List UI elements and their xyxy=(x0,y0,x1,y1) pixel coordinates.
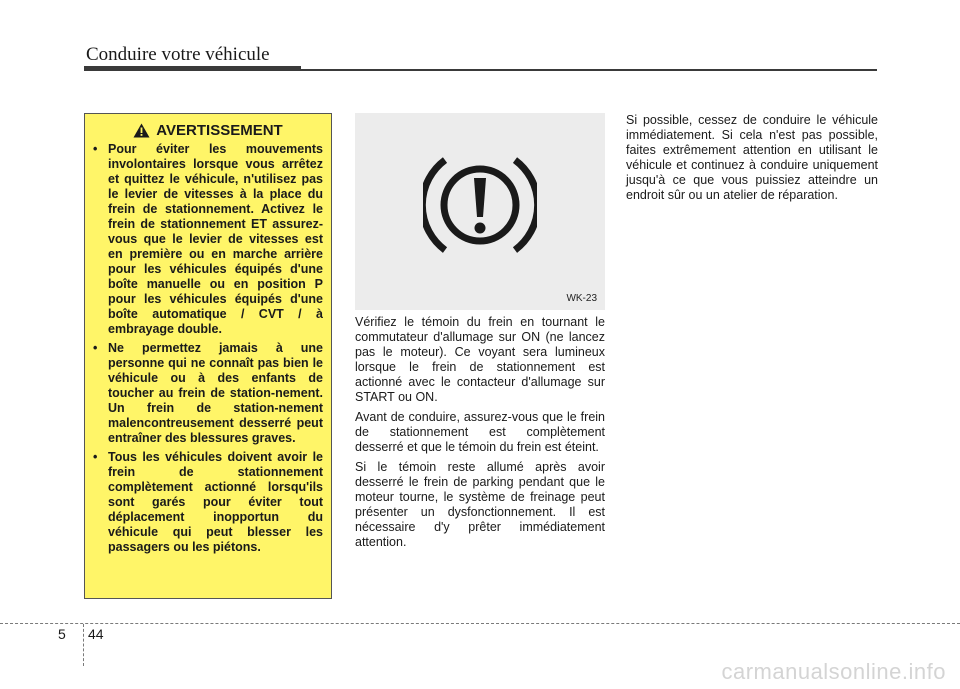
page-number: 44 xyxy=(88,626,104,642)
footer-divider xyxy=(83,624,84,666)
middle-column xyxy=(355,315,605,555)
paragraph: Si le témoin reste allumé après avoir desserré le frein de parking pendant que le moteur tourne, le système de freinage peut présenter un dysfonctionnement. Il est nécessaire d'y prêter immédiatement attention. xyxy=(355,460,605,549)
right-column xyxy=(626,113,878,208)
header-rule-thick xyxy=(84,66,301,71)
figure-code: WK-23 xyxy=(566,293,597,304)
warning-title: AVERTISSEMENT xyxy=(156,122,283,139)
warning-heading xyxy=(93,122,323,139)
warning-box xyxy=(84,113,332,599)
warning-list xyxy=(93,142,323,555)
warning-item: • Pour éviter les mouvements involontaires lorsque vous arrêtez et quittez le véhicule, n'utilisez pas le levier de vitesses à la place du frein de stationnement. Activez le frein de stationnement ET assurez-vous que le levier de vitesses est en première ou en marche arrière pour les véhicules équipés d'une boîte manuelle ou en position P pour les véhicules équipés d'une boîte automatique / CVT / à embrayage double. xyxy=(93,142,323,337)
footer-rule xyxy=(0,623,960,624)
paragraph: Si possible, cessez de conduire le véhicule immédiatement. Si cela n'est pas possible, faites extrêmement attention en utilisant le véhicule et continuez à conduire uniquement jusqu'à ce que vous puissiez atteindre un endroit sûr ou un atelier de réparation. xyxy=(626,113,878,202)
brake-warning-icon xyxy=(423,148,537,262)
paragraph: Avant de conduire, assurez-vous que le frein de stationnement est complètement desserré et que le témoin du frein est éteint. xyxy=(355,410,605,454)
watermark: carmanualsonline.info xyxy=(721,659,946,684)
header-rule-thin xyxy=(300,69,877,71)
warning-item: • Ne permettez jamais à une personne qui ne connaît pas bien le véhicule ou à des enfants de toucher au frein de station-nement. Un frein de station-nement malencontreusement desserré peut entraîner des blessures graves. xyxy=(93,341,323,446)
chapter-number: 5 xyxy=(58,626,66,642)
page-header-title: Conduire votre véhicule xyxy=(86,44,270,65)
paragraph: Vérifiez le témoin du frein en tournant le commutateur d'allumage sur ON (ne lancez pas le moteur). Ce voyant sera lumineux lorsque le frein de stationnement est actionné avec le contacteur d'allumage sur START ou ON. xyxy=(355,315,605,404)
brake-warning-figure xyxy=(355,113,605,310)
warning-item: • Tous les véhicules doivent avoir le frein de stationnement complètement actionné lorsqu'ils sont garés pour éviter tout déplacement inopportun du véhicule qui peut blesser les passagers ou les piétons. xyxy=(93,450,323,555)
warning-triangle-icon xyxy=(133,123,150,138)
